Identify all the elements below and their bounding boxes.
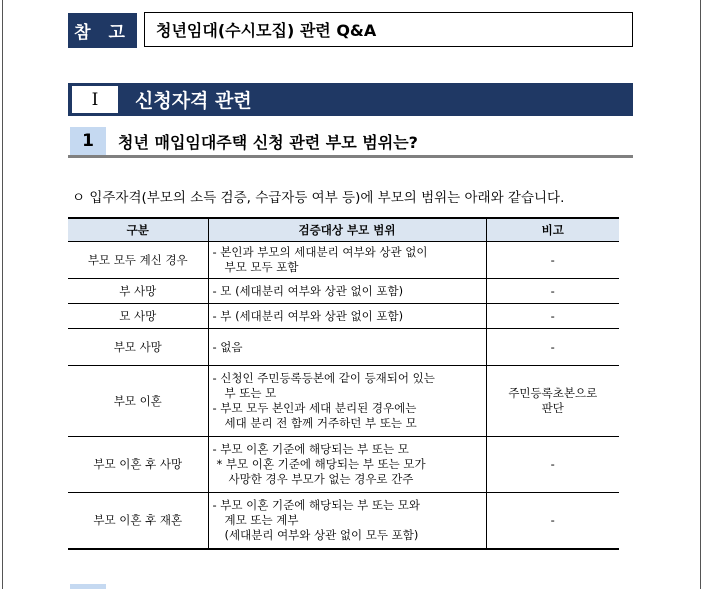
scope-line: 부모 모두 포함 [224, 260, 299, 274]
row-scope [208, 242, 486, 279]
header-scope: 검증대상 부모 범위 [208, 218, 486, 242]
row-scope [208, 437, 486, 493]
page-border-right [700, 0, 701, 589]
scope-line: - 없음 [212, 339, 243, 354]
row-note: - [486, 242, 619, 279]
scope-line: (세대분리 여부와 상관 없이 모두 포함) [224, 527, 419, 542]
table-row [68, 437, 619, 493]
row-scope [208, 329, 486, 366]
subsection-number: 1 [70, 127, 106, 155]
header-note: 비고 [486, 218, 619, 242]
section-title: 신청자격 관련 [135, 90, 252, 112]
scope-line: - 부모 이혼 기준에 해당되는 부 또는 모와 [212, 497, 420, 512]
section-number: Ⅰ [72, 86, 118, 113]
row-scope [208, 304, 486, 329]
table-row [68, 493, 619, 549]
row-category: 부모 이혼 후 재혼 [68, 493, 208, 549]
note-line: 판단 [541, 401, 564, 415]
scope-line: - 본인과 부모의 세대분리 여부와 상관 없이 [212, 245, 428, 259]
parent-scope-table [68, 217, 619, 550]
table-row [68, 242, 619, 279]
row-note [486, 366, 619, 437]
scope-line: 계모 또는 계부 [224, 512, 299, 527]
page-border-left [2, 0, 3, 589]
row-scope [208, 279, 486, 304]
scope-line: 세대 분리 전 함께 거주하던 부 또는 모 [224, 416, 417, 430]
scope-line: - 부 (세대분리 여부와 상관 없이 포함) [212, 308, 404, 323]
scope-line: 사망한 경우 부모가 없는 경우로 간주 [228, 472, 414, 486]
row-note: - [486, 437, 619, 493]
row-note: - [486, 279, 619, 304]
table-header-row [68, 218, 619, 242]
subsection-title: 청년 매입임대주택 신청 관련 부모 범위는? [118, 132, 418, 152]
note-line: 주민등록초본으로 [508, 386, 598, 400]
row-category: 부모 사망 [68, 329, 208, 366]
scope-line: - 모 (세대분리 여부와 상관 없이 포함) [212, 283, 404, 298]
table-row [68, 279, 619, 304]
header-category: 구분 [68, 218, 208, 242]
subsection-rule [68, 155, 633, 158]
scope-line: * 부모 이혼 기준에 해당되는 부 또는 모가 [216, 457, 426, 471]
intro-paragraph: ㅇ 입주자격(부모의 소득 검증, 수급자등 여부 등)에 부모의 범위는 아래와 같습니다. [72, 190, 565, 206]
row-scope [208, 366, 486, 437]
table-row [68, 329, 619, 366]
row-category: 부 사망 [68, 279, 208, 304]
scope-line: - 신청인 주민등록등본에 같이 등재되어 있는 [212, 371, 435, 385]
reference-badge: 참 고 [68, 13, 137, 48]
row-category: 부모 모두 계신 경우 [68, 242, 208, 279]
row-category: 모 사망 [68, 304, 208, 329]
scope-line: - 부모 이혼 기준에 해당되는 부 또는 모 [212, 442, 409, 456]
document-title: 청년임대(수시모집) 관련 Q&A [144, 12, 633, 47]
table-row [68, 304, 619, 329]
table-row [68, 366, 619, 437]
scope-line: - 부모 모두 본인과 세대 분리된 경우에는 [212, 401, 417, 415]
row-note: - [486, 493, 619, 549]
scope-line: 부 또는 모 [224, 386, 277, 400]
row-note: - [486, 329, 619, 366]
next-subsection-number-box [70, 584, 106, 589]
row-scope [208, 493, 486, 549]
row-category: 부모 이혼 후 사망 [68, 437, 208, 493]
row-category: 부모 이혼 [68, 366, 208, 437]
row-note: - [486, 304, 619, 329]
